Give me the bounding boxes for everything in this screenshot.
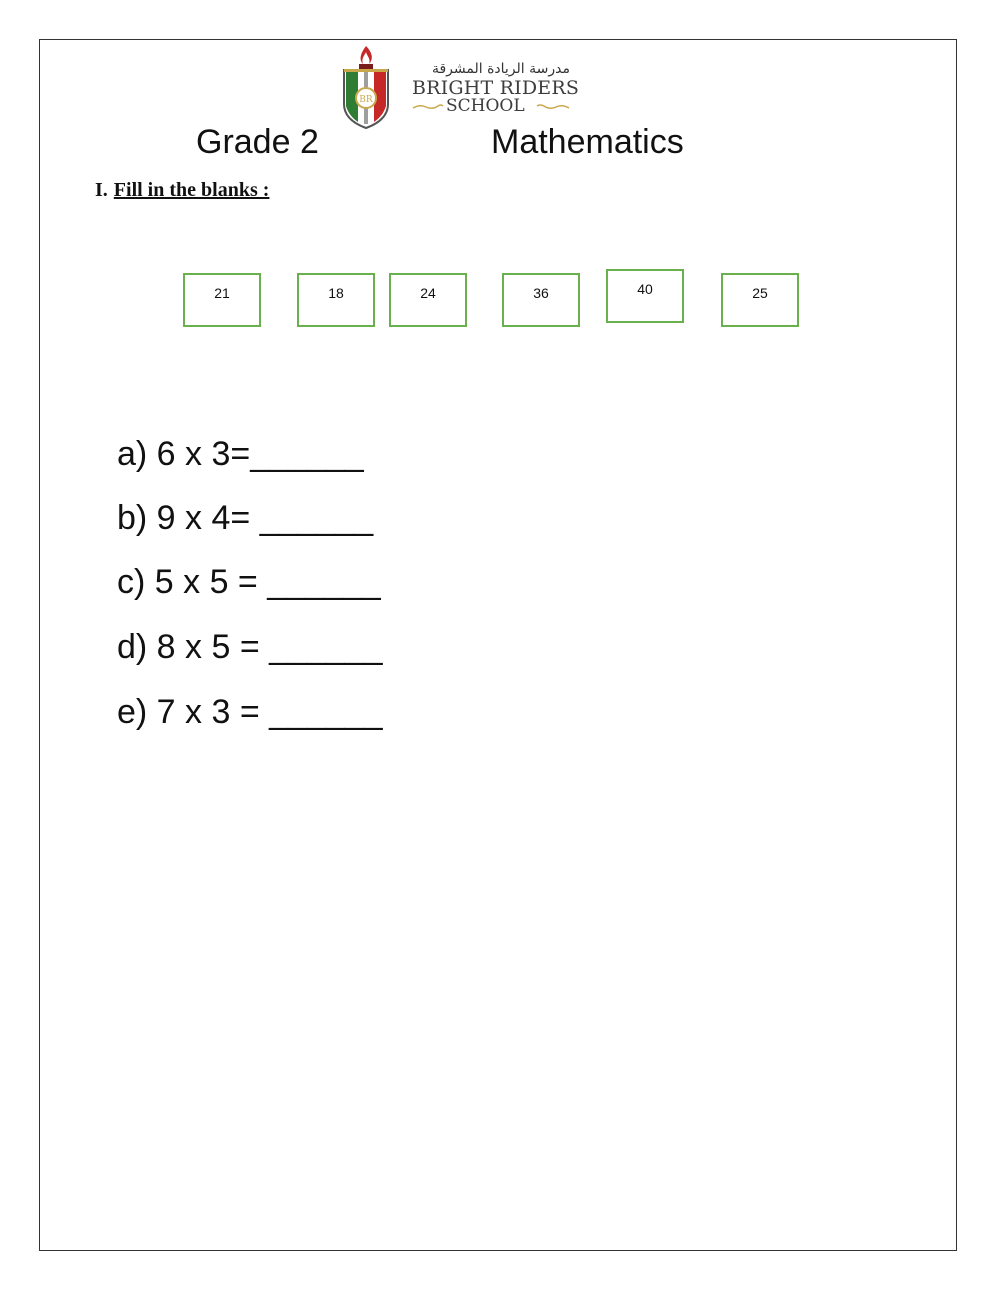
school-name-line1: BRIGHT RIDERS bbox=[412, 77, 580, 99]
answer-box[interactable]: 36 bbox=[502, 273, 580, 327]
school-name-line2: SCHOOL bbox=[412, 96, 572, 116]
problem-c[interactable]: c) 5 x 5 = ______ bbox=[117, 563, 381, 601]
school-name-arabic: مدرسة الريادة المشرقة bbox=[431, 61, 570, 77]
problem-b[interactable]: b) 9 x 4= ______ bbox=[117, 499, 374, 537]
grade-label: Grade 2 bbox=[196, 123, 319, 161]
right-swirl-ornament bbox=[536, 103, 570, 111]
problem-a[interactable]: a) 6 x 3=______ bbox=[117, 435, 364, 473]
section-number: I. bbox=[95, 179, 108, 201]
svg-text:BR: BR bbox=[359, 95, 373, 105]
subject-label: Mathematics bbox=[491, 123, 684, 161]
answer-box[interactable]: 18 bbox=[297, 273, 375, 327]
section-title: Fill in the blanks : bbox=[113, 179, 270, 201]
answer-box[interactable]: 40 bbox=[606, 269, 684, 323]
answer-box[interactable]: 24 bbox=[389, 273, 467, 327]
answer-box[interactable]: 21 bbox=[183, 273, 261, 327]
problem-e[interactable]: e) 7 x 3 = ______ bbox=[117, 693, 383, 731]
answer-box[interactable]: 25 bbox=[721, 273, 799, 327]
school-crest-logo bbox=[338, 44, 394, 132]
section-heading bbox=[95, 178, 269, 202]
left-swirl-ornament bbox=[412, 103, 444, 111]
problem-d[interactable]: d) 8 x 5 = ______ bbox=[117, 628, 383, 666]
